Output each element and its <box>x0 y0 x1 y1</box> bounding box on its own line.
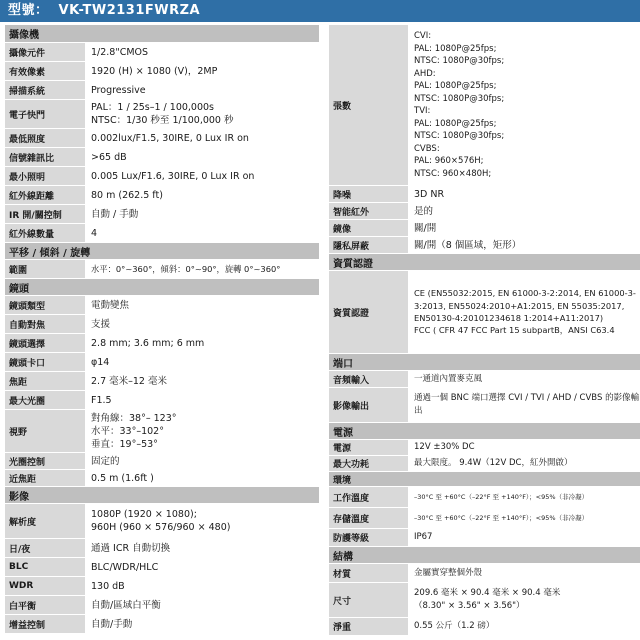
spec-value: 2.8 mm; 3.6 mm; 6 mm <box>91 337 205 349</box>
spec-value: φ14 <box>91 356 110 368</box>
spec-label: 鏡像 <box>329 220 408 236</box>
spec-row <box>5 186 319 205</box>
spec-row <box>5 315 319 334</box>
spec-value: 支援 <box>91 318 111 330</box>
spec-value: 最大限度。 9.4W（12V DC，紅外開啟） <box>414 458 573 468</box>
spec-row <box>329 25 640 186</box>
spec-row <box>5 453 319 470</box>
section-structure: 結構 <box>329 547 640 564</box>
spec-value: 0.002lux/F1.5, 30IRE, 0 Lux IR on <box>91 132 249 144</box>
spec-row <box>5 410 319 453</box>
spec-row <box>329 237 640 254</box>
spec-row <box>5 504 319 539</box>
spec-row <box>5 62 319 81</box>
spec-label: 防護等級 <box>329 529 408 546</box>
spec-row <box>5 334 319 353</box>
spec-value: 3D NR <box>414 188 445 200</box>
spec-value: Progressive <box>91 84 146 96</box>
spec-value: –30°C 至 +60°C（–22°F 至 +140°F）；<95%（非冷凝） <box>414 492 589 501</box>
spec-row <box>329 203 640 220</box>
section-image: 影像 <box>5 487 319 504</box>
spec-value: 12V ±30% DC <box>414 442 475 452</box>
spec-value: 金屬實穿整個外殼 <box>414 567 483 578</box>
spec-value: 是的 <box>414 205 434 217</box>
spec-value: 1080P (1920 × 1080); 960H (960 × 576/960 × 480) <box>91 509 231 533</box>
spec-row <box>5 167 319 186</box>
spec-value: >65 dB <box>91 151 127 163</box>
spec-row <box>329 529 640 547</box>
spec-label: 最小照明 <box>5 167 85 185</box>
spec-label: 音頻輸入 <box>329 371 408 387</box>
spec-row <box>5 577 319 596</box>
spec-label: 影像輸出 <box>329 388 408 422</box>
spec-value: 4 <box>91 227 98 239</box>
spec-label: 資質認證 <box>329 271 408 353</box>
spec-value: 固定的 <box>91 455 120 467</box>
section-ports: 端口 <box>329 354 640 371</box>
spec-label: WDR <box>5 577 85 595</box>
section-camera: 攝像機 <box>5 25 319 43</box>
spec-label: 淨重 <box>329 618 408 635</box>
right-spec-column <box>329 25 640 636</box>
model-number: VK-TW2131FWRZA <box>58 3 201 18</box>
spec-row <box>5 470 319 487</box>
spec-row <box>329 583 640 618</box>
section-lens: 鏡頭 <box>5 279 319 296</box>
spec-label: 白平衡 <box>5 596 85 614</box>
spec-value: 對角線：38°– 123° 水平：33°–102° 垂直：19°–53° <box>91 412 177 450</box>
spec-value: 關/開（8 個區域，矩形） <box>414 239 522 251</box>
spec-value: 1/2.8"CMOS <box>91 46 149 58</box>
spec-value: BLC/WDR/HLC <box>91 561 159 573</box>
spec-value: 水平：0°~360°，傾斜：0°~90°，旋轉 0°~360° <box>91 263 281 274</box>
spec-value: 電動變焦 <box>91 299 130 311</box>
spec-value: 通過 ICR 自動切換 <box>91 542 171 554</box>
left-spec-column <box>5 25 319 636</box>
section-power: 電源 <box>329 423 640 440</box>
spec-label: IR 開/關控制 <box>5 205 85 223</box>
spec-label: 智能紅外 <box>329 203 408 219</box>
section-certification: 資質認證 <box>329 254 640 271</box>
spec-row <box>5 205 319 224</box>
spec-row <box>5 372 319 391</box>
spec-value: IP67 <box>414 532 433 542</box>
spec-label: 紅外線距離 <box>5 186 85 204</box>
spec-row <box>5 260 319 279</box>
spec-value: F1.5 <box>91 394 112 406</box>
section-pan-tilt: 平移 / 傾斜 / 旋轉 <box>5 243 319 260</box>
spec-label: 攝像元件 <box>5 43 85 61</box>
spec-row <box>329 508 640 529</box>
spec-row <box>329 564 640 583</box>
spec-row <box>329 487 640 508</box>
spec-row <box>5 353 319 372</box>
spec-row <box>5 43 319 62</box>
spec-value: PAL：1 / 25s–1 / 100,000s NTSC：1/30 秒至 1/100,000 秒 <box>91 102 234 126</box>
spec-value: 自動/區域白平衡 <box>91 599 161 611</box>
spec-value: 1920 (H) × 1080 (V)，2MP <box>91 65 218 77</box>
spec-label: 工作溫度 <box>329 487 408 507</box>
spec-label: 自動對焦 <box>5 315 85 333</box>
spec-value: 通過一個 BNC 端口選擇 CVI / TVI / AHD / CVBS 的影像輸出 <box>414 393 640 416</box>
spec-row <box>5 81 319 100</box>
spec-value: 0.5 m (1.6ft ) <box>91 472 154 484</box>
spec-label: 電子快門 <box>5 100 85 128</box>
spec-label: 存儲溫度 <box>329 508 408 528</box>
spec-label: 紅外線數量 <box>5 224 85 242</box>
spec-row <box>5 148 319 167</box>
spec-row <box>5 615 319 634</box>
spec-value: 一通道內置麥克風 <box>414 373 483 384</box>
spec-label: 日/夜 <box>5 539 85 557</box>
spec-row <box>5 100 319 129</box>
spec-label: 材質 <box>329 564 408 582</box>
spec-label: 光圈控制 <box>5 453 85 469</box>
spec-label: 最低照度 <box>5 129 85 147</box>
spec-label: 降噪 <box>329 186 408 202</box>
spec-label: 近焦距 <box>5 470 85 486</box>
spec-value: 自動 / 手動 <box>91 208 139 220</box>
spec-label: 鏡頭選擇 <box>5 334 85 352</box>
spec-label: 信號雜訊比 <box>5 148 85 166</box>
model-label: 型號： <box>8 3 49 18</box>
spec-row <box>329 220 640 237</box>
spec-label: 視野 <box>5 410 85 452</box>
spec-row <box>329 388 640 423</box>
spec-label: 隱私屏蔽 <box>329 237 408 253</box>
spec-row <box>5 539 319 558</box>
spec-value: 0.005 Lux/F1.6, 30IRE, 0 Lux IR on <box>91 170 255 182</box>
spec-label: 電源 <box>329 440 408 455</box>
spec-label: BLC <box>5 558 85 576</box>
spec-label: 張數 <box>329 25 408 185</box>
spec-label: 尺寸 <box>329 583 408 617</box>
spec-value: –30°C 至 +60°C（–22°F 至 +140°F）；<95%（非冷凝） <box>414 513 589 522</box>
spec-row <box>5 558 319 577</box>
spec-row <box>329 271 640 354</box>
spec-value: 130 dB <box>91 580 125 592</box>
spec-value: CVI: PAL: 1080P@25fps; NTSC: 1080P@30fps; AHD: PAL: 1080P@25fps; NTSC: 1080P@30fps; TVI: PAL: 1080P@25fps; NTSC: 1080P@30fps; CVBS: PAL: 960×576H; NTSC: 960×480H; <box>414 31 505 179</box>
spec-row <box>329 456 640 472</box>
spec-row <box>5 391 319 410</box>
spec-value: 自動/手動 <box>91 618 133 630</box>
spec-label: 掃描系統 <box>5 81 85 99</box>
spec-label: 解析度 <box>5 504 85 538</box>
spec-value: 0.55 公斤（1.2 磅） <box>414 621 495 631</box>
spec-label: 增益控制 <box>5 615 85 633</box>
spec-label: 範圍 <box>5 260 85 278</box>
spec-value: CE (EN55032:2015, EN 61000-3-2:2014, EN 61000-3-3:2013, EN55024:2010+A1:2015, EN 55035:2017, EN50130-4:20101234618 1:2014+A11:2017) FCC ( CFR 47 FCC Part 15 subpartB，ANSI C63.4 <box>414 288 636 336</box>
spec-label: 鏡頭類型 <box>5 296 85 314</box>
spec-value: 關/開 <box>414 222 437 234</box>
model-header <box>0 0 640 22</box>
spec-row <box>329 371 640 388</box>
spec-label: 焦距 <box>5 372 85 390</box>
spec-row <box>329 618 640 636</box>
spec-label: 最大功耗 <box>329 456 408 471</box>
spec-row <box>5 596 319 615</box>
section-environment: 環境 <box>329 472 640 487</box>
spec-label: 鏡頭卡口 <box>5 353 85 371</box>
spec-row <box>329 186 640 203</box>
spec-label: 有效像素 <box>5 62 85 80</box>
spec-label: 最大光圈 <box>5 391 85 409</box>
spec-value: 80 m (262.5 ft) <box>91 189 163 201</box>
spec-row <box>329 440 640 456</box>
spec-row <box>5 129 319 148</box>
spec-row <box>5 224 319 243</box>
spec-value: 209.6 毫米 × 90.4 毫米 × 90.4 毫米 （8.30" × 3.56" × 3.56"） <box>414 588 561 611</box>
spec-value: 2.7 毫米–12 毫米 <box>91 375 167 387</box>
spec-row <box>5 296 319 315</box>
